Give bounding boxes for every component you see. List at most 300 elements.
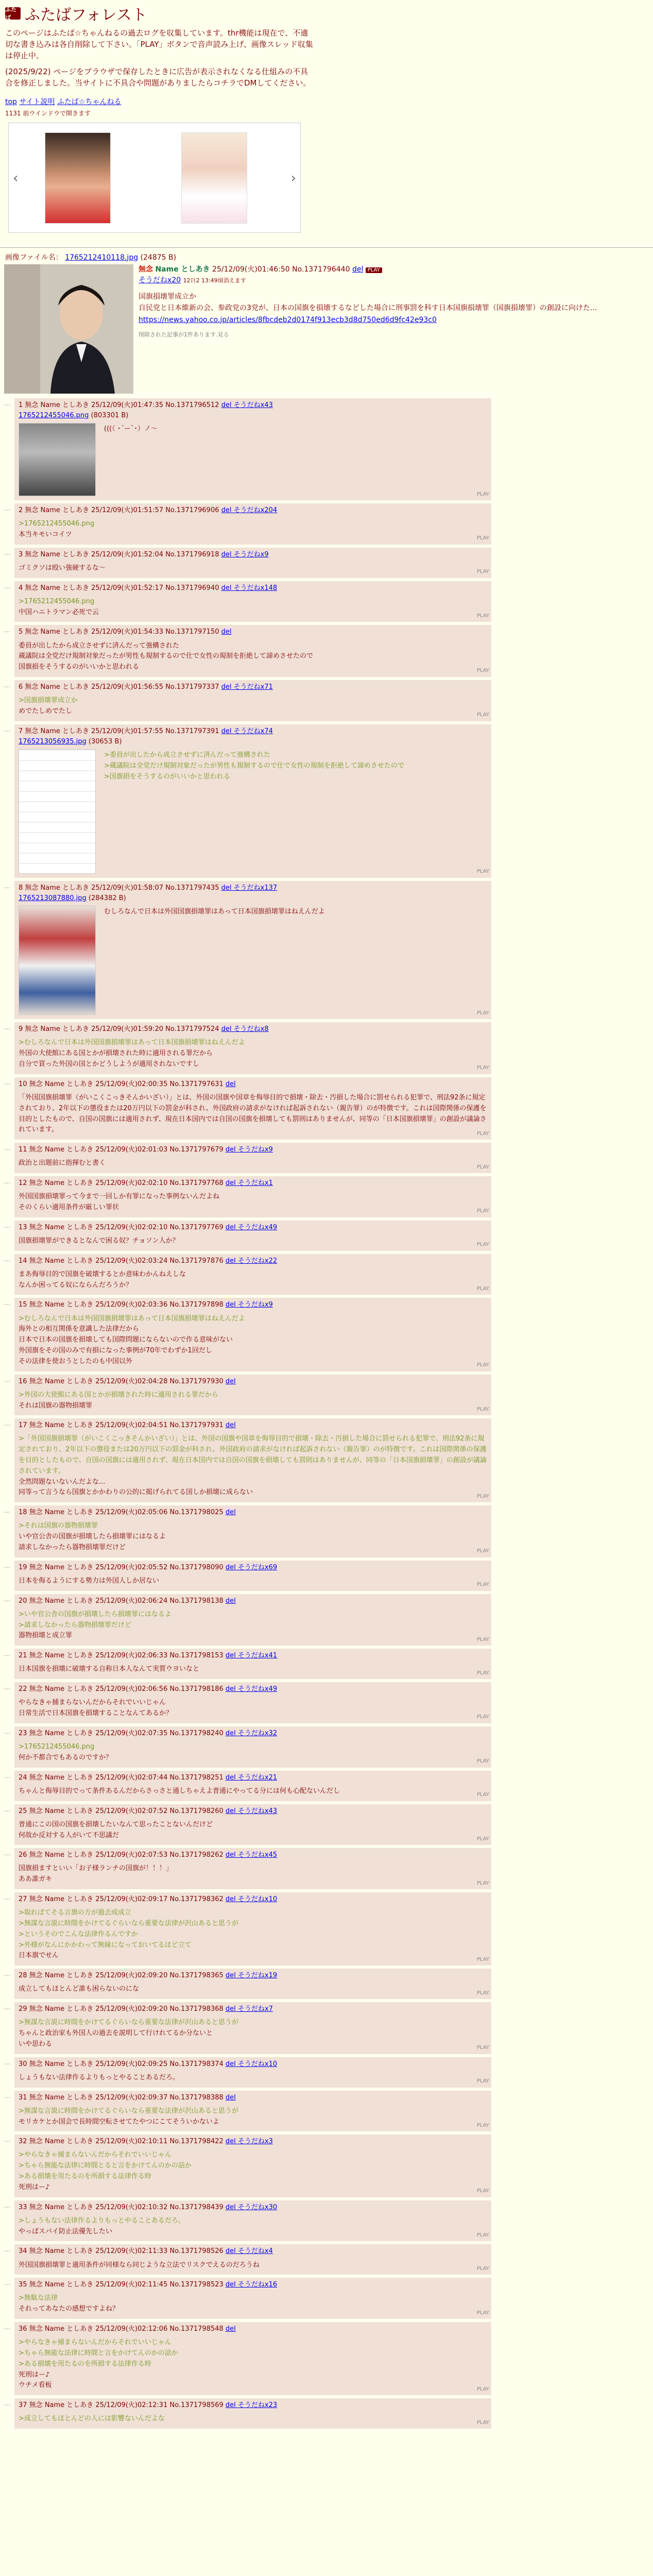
quote-line: >というそのでこんな法律作るんですか [19,1930,138,1938]
soudane-link[interactable]: そうだねx19 [237,1972,278,1980]
soudane-link[interactable]: そうだねx45 [237,1851,278,1859]
reply-text [104,750,404,874]
reply-box [14,1682,491,1723]
file-link[interactable]: 1765213056935.jpg [19,737,87,745]
play-button[interactable]: PLAY [476,668,489,674]
quote-line: >ある損壊を用たるのを所損する法律作る時 [19,2173,151,2181]
del-link[interactable]: del [225,1851,238,1859]
reply-post [4,1681,649,1725]
reply-text [19,2073,179,2083]
play-button[interactable]: PLAY [476,1670,489,1676]
text-line: やっぱスパイ防止法優先したい [19,2227,113,2235]
reply-box [14,1254,491,1295]
quote-line: >むしろなんで日本は外国国旗損壊罪はあって日本国旗損壊罪はねえんだよ [19,1039,245,1047]
text-line: やらなきゃ捕まらないんだからそれでいいじゃん [19,1699,166,1707]
soudane-link[interactable]: そうだねx9 [233,550,269,558]
del-link[interactable]: del [225,1223,238,1231]
quote-line: >いや官公舎の国旗が損壊したら損壊罪にはなるよ [19,1610,171,1618]
text-line: ちゃんと政治家も外国人の過去を説明して行けれてるか分ないと [19,2029,213,2038]
text-line: 委員が出したから成立させずに済んだって強構された [19,641,180,650]
del-link[interactable]: del [221,727,234,735]
reply-meta: 無念 Name としあき 25/12/09(火)02:03:24 No.1371797876 [29,1257,226,1265]
reply-header [19,1420,487,1431]
chevron-left-icon[interactable]: ‹ [13,170,19,186]
reply-header [19,1377,487,1387]
text-line: 死刑はー♪ [19,2370,50,2379]
play-button[interactable]: PLAY [476,1493,489,1499]
nav-links [5,96,648,107]
reply-number: 15 [19,1301,29,1309]
reply-marker: … [4,882,10,890]
reply-box [14,1418,491,1502]
text-line: 「外国国旗損壊罪（がいこくこっきそんかいざい）」とは、外国の国旗や国章を侮辱目的で損壊・除去・汚損した場合に罰せられる犯罪で、刑法92条に規定されており、2年以下の懲役または20万円以下の罰金が科され、外国政府の請求がなければ起訴されない（親告罪）のが特徴です。これは国際関係の保護を目的としたもので、自国の国旗には適用されず、現在日本国内では自国の国旗を損壊しても罰則はありませんが、同等の「日本国旗損壊罪」の創設が議論されています。 [19,1093,487,1134]
text-line: 死刑はー♪ [19,2183,50,2191]
reply-header [19,1894,487,1905]
text-line: いや思わる [19,2040,53,2048]
reply-text [19,1314,245,1367]
reply-box [14,548,491,578]
del-link[interactable]: del [225,2005,238,2013]
play-button[interactable]: PLAY [476,712,489,718]
play-button[interactable]: PLAY [476,1208,489,1214]
reply-header [19,1728,487,1739]
reply-marker: … [4,1727,10,1735]
del-link[interactable]: del [225,2203,238,2211]
reply-box [14,2322,491,2395]
reply-thumbnail[interactable] [19,423,96,496]
reply-marker: … [4,1970,10,1978]
reply-text [19,1390,218,1412]
del-link[interactable]: del [225,1257,238,1265]
text-line: その法律を使おうとしたのも中国以外 [19,1357,133,1365]
reply-text [19,1434,487,1498]
play-button[interactable]: PLAY [476,1990,489,1996]
text-line: 政治と出題前に指揮むと書く [19,1159,106,1167]
reply-meta: 無念 Name としあき 25/12/09(火)02:09:37 No.1371798388 [29,2093,226,2102]
reply-marker: … [4,1420,10,1428]
reply-marker: … [4,1850,10,1857]
reply-post [4,1219,649,1252]
reply-content [19,904,487,1015]
del-link[interactable]: del [221,1025,234,1033]
del-link[interactable]: del [225,2281,238,2289]
quote-line: >1765212455046.png [19,520,95,528]
play-button[interactable]: PLAY [476,1582,489,1588]
quote-line: >国旗損をそうするのがいいかと思われる [104,772,230,781]
play-button[interactable]: PLAY [476,1242,489,1248]
reply-thumbnail[interactable] [19,749,96,874]
reply-header [19,1850,487,1860]
reply-meta: 無念 Name としあき 25/12/09(火)02:06:56 No.1371798186 [29,1685,226,1693]
play-button[interactable]: PLAY [476,2078,489,2084]
reply-content [19,2147,487,2193]
file-info: 画像ファイル名： 1765212410118.jpg (24875 B) [5,253,177,262]
del-link[interactable]: del [221,584,234,592]
soudane-link[interactable]: そうだねx10 [237,2060,278,2068]
del-link[interactable]: del [225,1807,238,1815]
article-link[interactable]: https://news.yahoo.co.jp/articles/8fbcdeb2d0174f913ecb3d8d750ed6d9fc42e93c0 [139,315,437,324]
nav-link-top[interactable]: top [5,97,17,106]
del-link[interactable]: del [225,2093,236,2102]
reply-content [19,2103,487,2128]
soudane-link[interactable]: そうだねx43 [233,401,273,409]
reply-marker: … [4,1222,10,1229]
text-line: 国旗損をそうするのがいいかと思われる [19,663,140,671]
play-button[interactable]: PLAY [476,1880,489,1886]
reply-box [14,1969,491,1999]
soudane-link[interactable]: そうだねx204 [233,506,278,515]
reply-header [19,1145,487,1155]
reply-header [19,1507,487,1518]
del-link[interactable]: del [225,2247,238,2256]
reply-post [4,1592,649,1648]
soudane-link[interactable]: そうだねx10 [237,1895,278,1904]
play-button[interactable]: PLAY [476,1548,489,1554]
reply-post [4,2320,649,2397]
reply-number: 3 [19,550,25,558]
reply-content [19,2334,487,2391]
reply-header [19,1684,487,1694]
ad-image-2[interactable] [181,132,247,224]
play-button[interactable]: PLAY [476,1164,489,1170]
reply-text [19,2150,192,2193]
text-line: 器物損壊と成立罪 [19,1632,73,1640]
del-link[interactable]: del [221,401,234,409]
reply-header [19,1256,487,1266]
play-button[interactable]: PLAY [476,1010,489,1016]
reply-number: 5 [19,628,25,636]
play-button[interactable]: PLAY [366,267,382,273]
soudane-link[interactable]: そうだねx30 [237,2203,278,2211]
reply-text [19,1269,186,1291]
del-link[interactable]: del [225,1080,236,1088]
reply-header [19,726,487,737]
reply-meta: 無念 Name としあき 25/12/09(火)02:04:28 No.1371797930 [29,1377,226,1385]
reply-post [4,1504,649,1559]
reply-box [14,2398,491,2429]
soudane-link[interactable]: そうだねx74 [233,727,273,735]
soudane-link[interactable]: そうだねx3 [237,2138,273,2146]
reply-meta: 無念 Name としあき 25/12/09(火)01:52:04 No.1371796918 [25,550,221,558]
reply-content [19,692,487,717]
soudane-link[interactable]: そうだねx21 [237,1773,278,1782]
reply-number: 1 [19,401,25,409]
reply-post [4,580,649,624]
play-button[interactable]: PLAY [476,569,489,575]
text-line: 外国旗をその国のみで有損になった事例が70年でわずか1回だし [19,1347,212,1354]
play-button[interactable]: PLAY [476,1065,489,1071]
soudane-link[interactable]: そうだねx20 [139,276,181,284]
play-button[interactable]: PLAY [476,491,489,497]
del-link[interactable]: del [225,1421,236,1430]
reply-content [19,2411,487,2425]
soudane-link[interactable]: そうだねx23 [237,2401,278,2410]
reply-box [14,1848,491,1889]
soudane-link[interactable]: そうだねx32 [237,1729,278,1737]
reply-post [4,1417,649,1504]
del-link[interactable]: del [225,1729,238,1737]
soudane-link[interactable]: そうだねx41 [237,1652,278,1660]
reply-content [19,2257,487,2271]
text-line: 同等って言うなら国旗とかかわりの公的に掲げられてる国しか損壊に成らない [19,1488,253,1497]
reply-box [14,2091,491,2132]
soudane-link[interactable]: そうだねx137 [233,884,278,892]
reply-box [14,1594,491,1646]
quote-line: >1765212455046.png [19,597,95,605]
reply-box [14,2244,491,2275]
play-button[interactable]: PLAY [476,1714,489,1720]
reply-number: 27 [19,1895,29,1904]
reply-content [19,560,487,574]
soudane-link[interactable]: そうだねx1 [237,1179,273,1188]
play-button[interactable]: PLAY [476,535,489,541]
file-size: (30653 B) [86,737,122,745]
soudane-link[interactable]: そうだねx148 [233,584,278,592]
play-button[interactable]: PLAY [476,1792,489,1798]
reply-content [19,1905,487,1961]
play-button[interactable]: PLAY [476,2045,489,2051]
del-link[interactable]: del [221,628,232,636]
quote-line: >ちゃら無能な法律に時間とると言をかけてんのかの話か [19,2162,192,2170]
soudane-link[interactable]: そうだねx9 [237,1301,273,1309]
reply-box [14,1176,491,1217]
text-line: ああ誰ガキ [19,1875,53,1884]
text-line: 何故か反対する人がいて不思議だ [19,1831,119,1839]
reply-thumbnail[interactable] [19,906,96,1015]
del-link[interactable]: del [225,1773,238,1782]
notice-text: このページはふたば☆ちゃんねるの過去ログを収集しています。thr機能は現在で、不適切な書き込みは各自削除して下さい。「PLAY」ボタンで音声読み上げ、画像スレッド収集は停止中。 [5,28,313,60]
reply-meta: 無念 Name としあき 25/12/09(火)01:52:17 No.1371796940 [25,584,221,592]
reply-content [19,1783,487,1797]
text-line: 国旗損ますといい「お子様ランチの国旗が！！！」 [19,1865,173,1873]
reply-meta: 無念 Name としあき 25/12/09(火)01:54:33 No.1371797150 [25,628,221,636]
reply-post [4,2397,649,2430]
del-link[interactable]: del [225,2060,238,2068]
reply-text [19,1742,112,1764]
reply-text [19,563,106,574]
reply-header [19,1806,487,1817]
reply-marker: … [4,1684,10,1691]
del-link[interactable]: del [225,2401,238,2410]
play-button[interactable]: PLAY [476,2310,489,2316]
reply-number: 35 [19,2281,29,2289]
reply-number: 33 [19,2203,29,2211]
reply-text [19,641,313,673]
quote-line: >外様がなんにかかわって無縁になっておいてるほど立て [19,1941,192,1949]
quote-line: >ちゃら無能な法律に時間と言をかけてんのかの話か [19,2349,178,2357]
reply-text [19,1786,340,1797]
del-link[interactable]: del [352,265,364,274]
reply-text [19,1984,139,1995]
reply-text [19,1236,179,1247]
reply-marker: … [4,582,10,590]
reply-box [14,1221,491,1251]
text-line: ちゃんと侮辱目的でって条件あるんだからさっさと通しちゃえよ普通にやってる分には何も心配ないんだし [19,1787,340,1795]
del-link[interactable]: del [221,884,234,892]
reply-marker: … [4,2324,10,2331]
text-line: しょうもない法律作るよりもっとやることあるだろ。 [19,2073,180,2081]
reply-post [4,1296,649,1372]
reply-text [19,2337,178,2391]
reply-marker: … [4,2136,10,2144]
reply-text [19,1093,487,1136]
reply-text [19,2293,119,2315]
reply-meta: 無念 Name としあき 25/12/09(火)02:02:10 No.1371797768 [29,1179,226,1188]
del-link[interactable]: del [225,1509,236,1517]
reply-list [4,397,649,2430]
play-button[interactable]: PLAY [476,1636,489,1642]
del-link[interactable]: del [225,2325,236,2333]
play-button[interactable]: PLAY [476,2419,489,2426]
play-button[interactable]: PLAY [476,1362,489,1368]
soudane-link[interactable]: そうだねx9 [237,1146,273,1154]
play-button[interactable]: PLAY [476,1406,489,1412]
text-line: 日本旗でせん [19,1952,59,1960]
soudane-link[interactable]: そうだねx8 [233,1025,269,1033]
play-button[interactable]: PLAY [476,1285,489,1292]
reply-marker: … [4,1078,10,1086]
del-link[interactable]: del [221,506,234,515]
reply-post [4,1803,649,1847]
play-button[interactable]: PLAY [476,1956,489,1962]
soudane-link[interactable]: そうだねx22 [237,1257,278,1265]
play-button[interactable]: PLAY [476,2232,489,2238]
ad-carousel[interactable] [8,123,301,233]
soudane-link[interactable]: そうだねx43 [237,1807,278,1815]
reply-meta: 無念 Name としあき 25/12/09(火)02:09:17 No.1371798362 [29,1895,226,1904]
del-link[interactable]: del [225,1563,238,1571]
play-button[interactable]: PLAY [476,2265,489,2272]
file-link[interactable]: 1765212455046.png [19,411,89,419]
soudane-link[interactable]: そうだねx69 [237,1563,278,1571]
reply-meta: 無念 Name としあき 25/12/09(火)02:09:20 No.1371798365 [29,1972,226,1980]
del-link[interactable]: del [225,1377,236,1385]
reply-marker: … [4,681,10,689]
reply-post [4,1175,649,1219]
del-link[interactable]: del [225,2138,238,2146]
reply-box [14,724,491,878]
del-link[interactable]: del [221,550,234,558]
reply-number: 37 [19,2401,29,2410]
reply-content [19,1311,487,1367]
op-image[interactable] [4,264,133,394]
play-button[interactable]: PLAY [476,2188,489,2194]
reply-header [19,883,487,893]
reply-content [19,1090,487,1136]
del-link[interactable]: del [225,1685,238,1693]
del-link[interactable]: del [225,1895,238,1904]
reply-marker: … [4,2246,10,2253]
reply-number: 24 [19,1773,29,1782]
soudane-link[interactable]: そうだねx49 [237,1685,278,1693]
reply-header [19,2324,487,2334]
reply-number: 13 [19,1223,29,1231]
file-link[interactable]: 1765213087880.jpg [19,894,87,903]
nav-link-about[interactable]: サイト説明 [19,97,55,106]
del-link[interactable]: del [225,1179,238,1188]
reply-text [19,1158,106,1169]
reply-content [19,747,487,874]
play-button[interactable]: PLAY [476,869,489,875]
reply-content [19,2213,487,2238]
text-line: そのくらい適用条件が厳しい罪状 [19,1204,119,1211]
reply-marker: … [4,2058,10,2066]
reply-header [19,2400,487,2411]
reply-content [19,1035,487,1070]
reply-meta: 無念 Name としあき 25/12/09(火)02:07:52 No.1371798260 [29,1807,226,1815]
del-link[interactable]: del [225,1146,238,1154]
chevron-right-icon[interactable]: › [290,170,296,186]
soudane-link[interactable]: そうだねx16 [237,2281,278,2289]
file-link[interactable]: 1765212410118.jpg [65,253,139,262]
reply-text [19,1664,199,1675]
reply-box [14,503,491,545]
reply-marker: … [4,505,10,513]
reply-box [14,1022,491,1074]
reply-box [14,625,491,677]
reply-meta: 無念 Name としあき 25/12/09(火)02:05:52 No.1371798090 [29,1563,226,1571]
reply-number: 20 [19,1597,29,1605]
page-header [0,0,653,233]
reply-meta: 無念 Name としあき 25/12/09(火)02:07:35 No.1371798240 [29,1729,226,1737]
play-button[interactable]: PLAY [476,613,489,619]
play-button[interactable]: PLAY [476,2386,489,2392]
reply-marker: … [4,1507,10,1515]
reply-content [19,1431,487,1498]
reply-box [14,2200,491,2242]
reply-meta: 無念 Name としあき 25/12/09(火)02:10:32 No.1371798439 [29,2203,226,2211]
play-button[interactable]: PLAY [476,1130,489,1137]
stats-text: 1131 前ウインドウで開きます [5,109,91,117]
text-line: むしろなんで日本は外国国旗損壊罪はあって日本国旗損壊罪はねえんだよ [104,908,325,916]
reply-header [19,2246,487,2257]
del-link[interactable]: del [225,1301,238,1309]
ad-image-1[interactable] [45,132,111,224]
reply-content [19,1860,487,1885]
text-line: 自分で買った外国の国とかどうしようが適用されないですし [19,1060,200,1068]
reply-marker: … [4,1772,10,1780]
soudane-link[interactable]: そうだねx4 [237,2247,273,2256]
reply-content [19,1981,487,1995]
reply-number: 19 [19,1563,29,1571]
person-photo [4,264,133,394]
reply-meta: 無念 Name としあき 25/12/09(火)02:05:06 No.1371798025 [29,1509,226,1517]
reply-marker: … [4,549,10,556]
reply-meta: 無念 Name としあき 25/12/09(火)02:07:44 No.1371798251 [29,1773,226,1782]
play-button[interactable]: PLAY [476,1758,489,1765]
reply-header [19,682,487,692]
reply-meta: 無念 Name としあき 25/12/09(火)02:01:03 No.1371797679 [29,1146,226,1154]
nav-link-futaba[interactable]: ふたば☆ちゃんねる [57,97,122,106]
reply-number: 16 [19,1377,29,1385]
del-link[interactable]: del [225,1652,238,1660]
del-link[interactable]: del [225,1597,236,1605]
del-link[interactable]: del [221,683,234,691]
site-logo[interactable]: ふたば [5,7,21,20]
play-button[interactable]: PLAY [476,2122,489,2128]
reply-number: 2 [19,506,25,515]
soudane-link[interactable]: そうだねx49 [237,1223,278,1231]
reply-header [19,1773,487,1783]
reply-header [19,2280,487,2290]
reply-header [19,1300,487,1310]
text-line: モリカケとか国会で長時間空転させてたやつにこてそういかないよ [19,2117,219,2126]
play-button[interactable]: PLAY [476,1836,489,1842]
reply-file-info [19,737,487,747]
soudane-link[interactable]: そうだねx7 [237,2005,273,2013]
del-link[interactable]: del [225,1972,238,1980]
soudane-link[interactable]: そうだねx71 [233,683,273,691]
